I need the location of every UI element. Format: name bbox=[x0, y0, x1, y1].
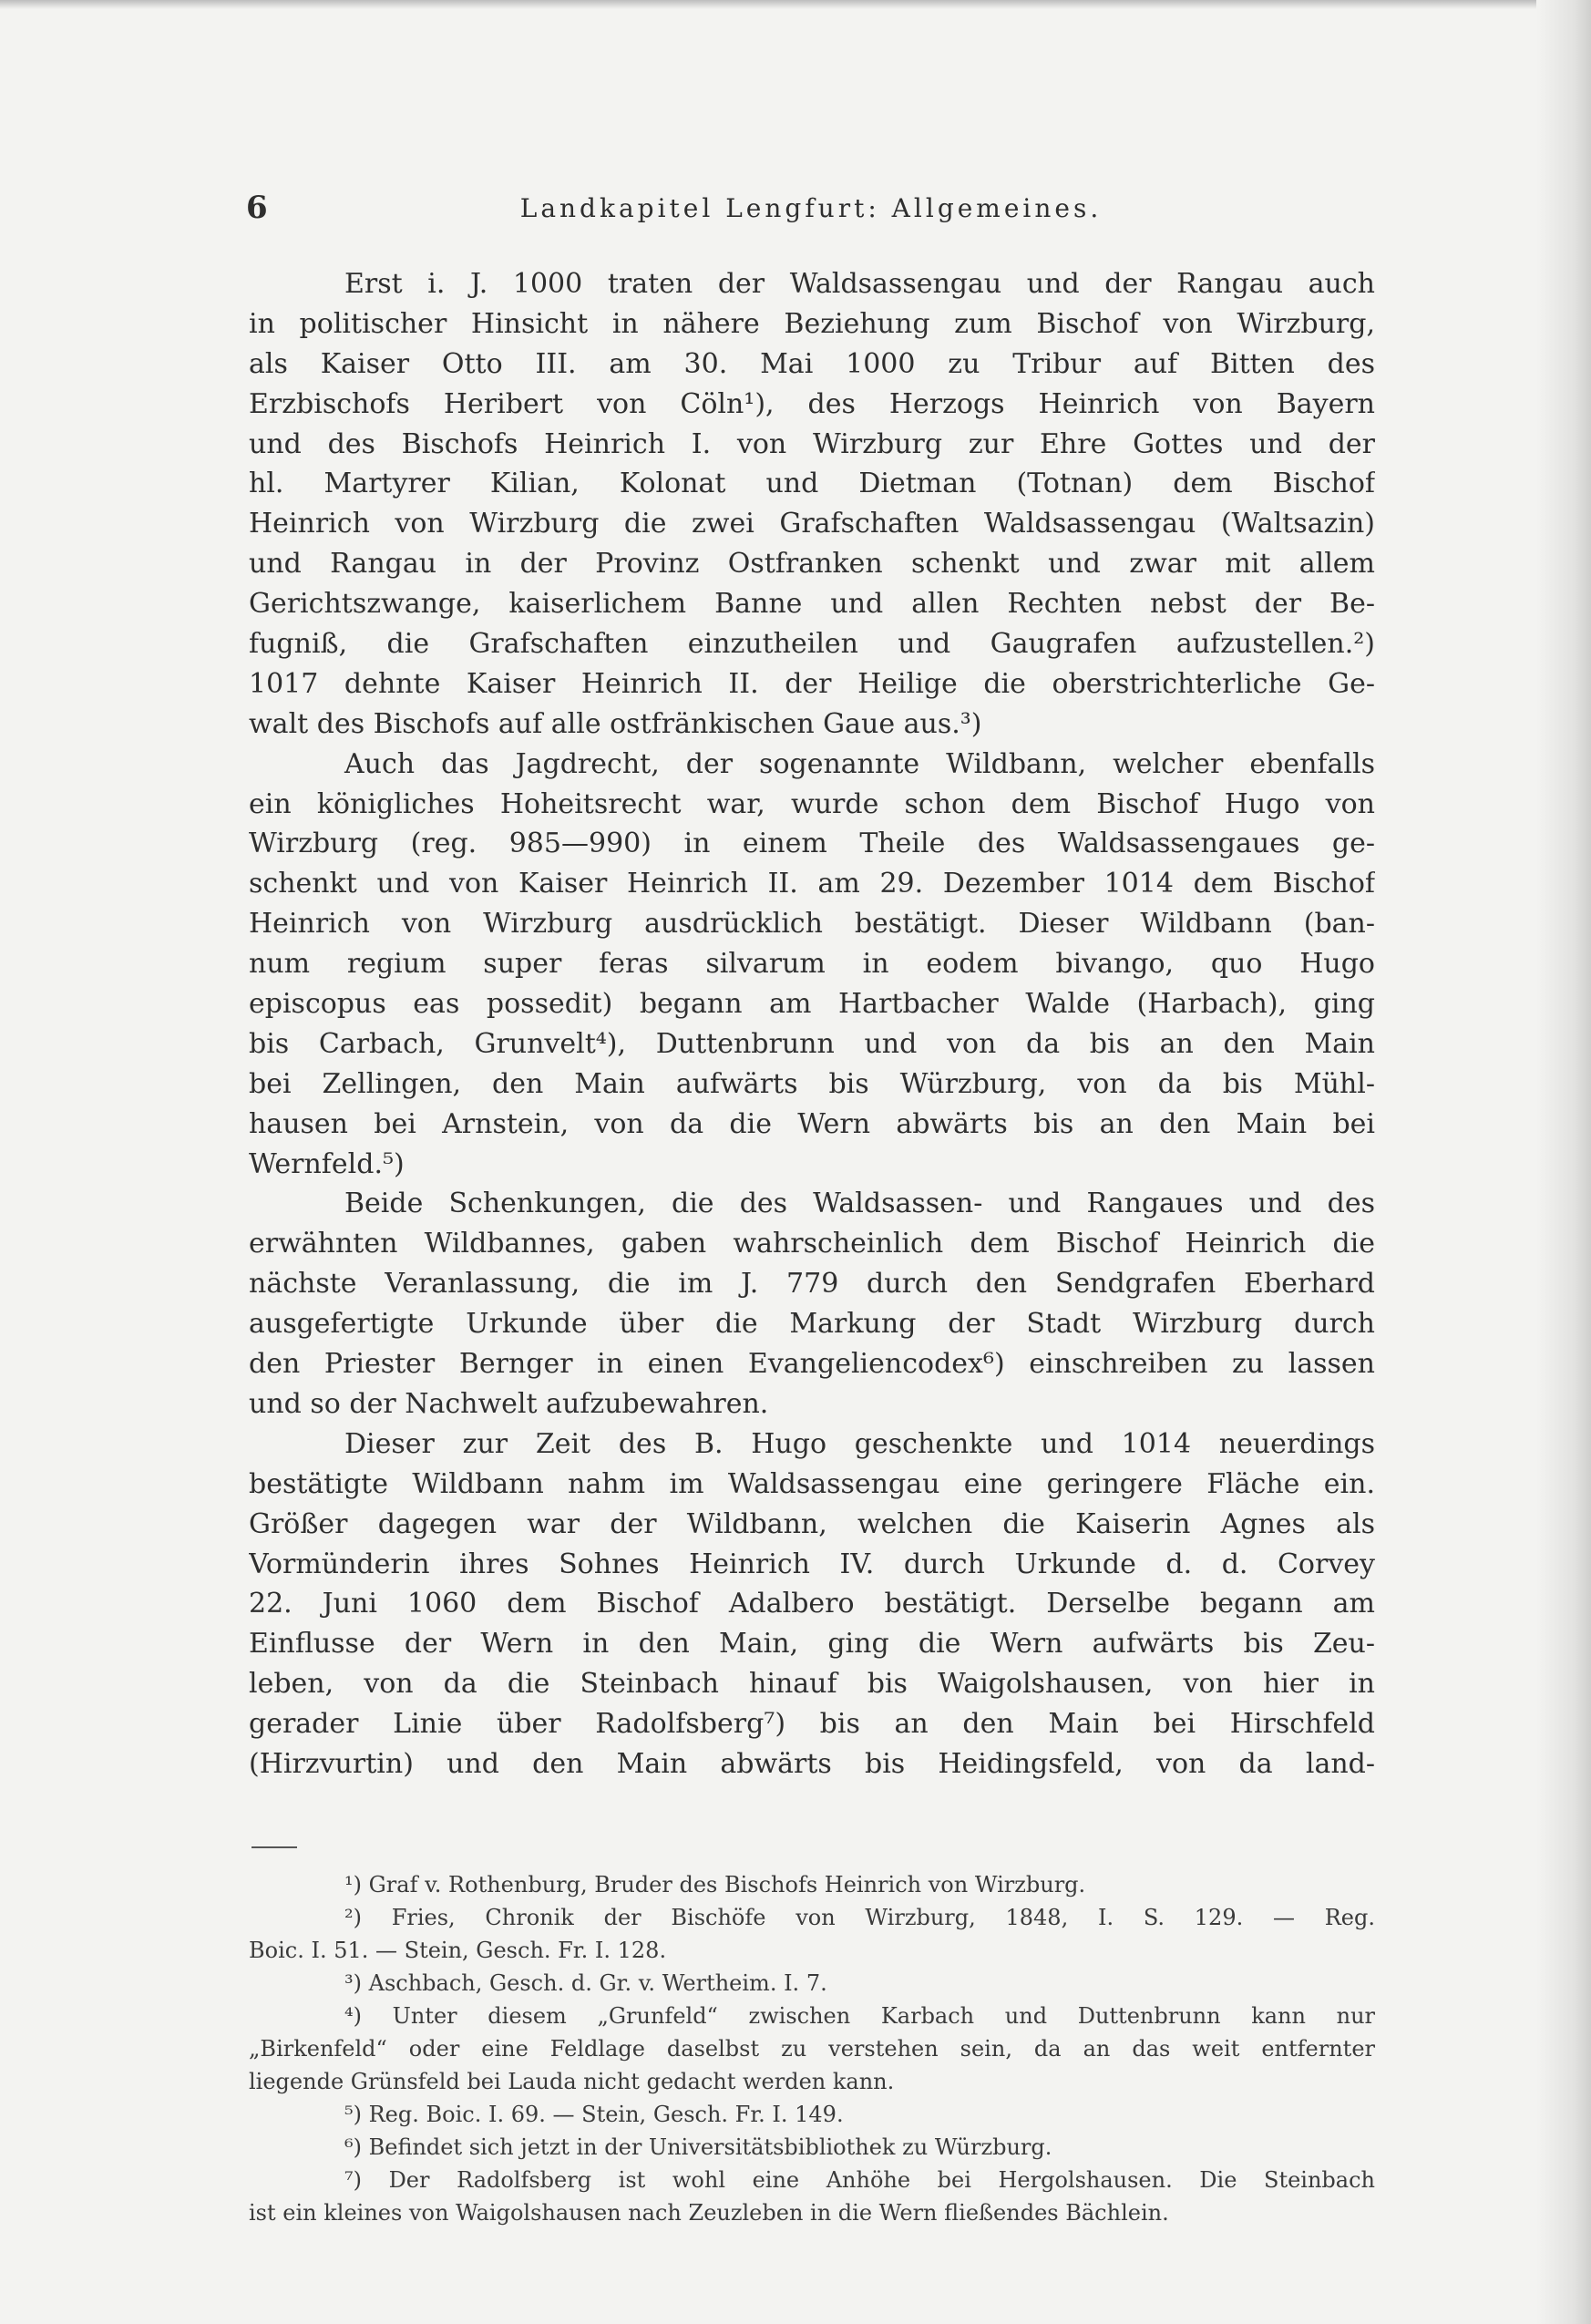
footnote-line: ⁴) Unter diesem „Grunfeld“ zwischen Karbach und Duttenbrunn kann nur bbox=[344, 2003, 1375, 2029]
body-text-line: fugniß, die Grafschaften einzutheilen und Gaugrafen aufzustellen.²) bbox=[249, 628, 1375, 661]
footnote-line: ⁵) Reg. Boic. I. 69. — Stein, Gesch. Fr. I. 149. bbox=[344, 2102, 844, 2127]
body-text-line: Auch das Jagdrecht, der sogenannte Wildbann, welcher ebenfalls bbox=[344, 747, 1375, 780]
footnote-line: ⁷) Der Radolfsberg ist wohl eine Anhöhe bei Hergolshausen. Die Steinbach bbox=[344, 2167, 1375, 2193]
body-text-line: episcopus eas possedit) begann am Hartbacher Walde (Harbach), ging bbox=[249, 988, 1375, 1021]
body-text bbox=[249, 264, 1375, 1784]
body-text-line: gerader Linie über Radolfsberg⁷) bis an den Main bei Hirschfeld bbox=[249, 1708, 1375, 1741]
footnote-line: ²) Fries, Chronik der Bischöfe von Wirzburg, 1848, I. S. 129. — Reg. bbox=[344, 1905, 1375, 1930]
body-text-line: 22. Juni 1060 dem Bischof Adalbero bestätigt. Derselbe begann am bbox=[249, 1588, 1375, 1620]
body-text-line: leben, von da die Steinbach hinauf bis Waigolshausen, von hier in bbox=[249, 1668, 1375, 1701]
footnote-line: ⁶) Befindet sich jetzt in der Universitätsbibliothek zu Würzburg. bbox=[344, 2134, 1052, 2160]
body-text-line: Erzbischofs Heribert von Cöln¹), des Herzogs Heinrich von Bayern bbox=[249, 387, 1375, 420]
body-text-line: Heinrich von Wirzburg die zwei Grafschaften Waldsassengau (Waltsazin) bbox=[249, 508, 1375, 540]
body-text-line: hl. Martyrer Kilian, Kolonat und Dietman (Totnan) dem Bischof bbox=[249, 468, 1375, 500]
body-text-line: Wirzburg (reg. 985—990) in einem Theile des Waldsassengaues ge- bbox=[249, 828, 1375, 860]
body-text-line: Größer dagegen war der Wildbann, welchen die Kaiserin Agnes als bbox=[249, 1507, 1375, 1540]
body-text-line: und so der Nachwelt aufzubewahren. bbox=[249, 1387, 769, 1420]
body-text-line: nächste Veranlassung, die im J. 779 durch den Sendgrafen Eberhard bbox=[249, 1268, 1375, 1301]
footnote-line: ¹) Graf v. Rothenburg, Bruder des Bischofs Heinrich von Wirzburg. bbox=[344, 1872, 1086, 1897]
footnotes bbox=[249, 1868, 1375, 2229]
body-text-line: (Hirzvurtin) und den Main abwärts bis Heidingsfeld, von da land- bbox=[249, 1747, 1375, 1780]
body-text-line: Vormünderin ihres Sohnes Heinrich IV. durch Urkunde d. d. Corvey bbox=[249, 1548, 1375, 1580]
body-text-line: bei Zellingen, den Main aufwärts bis Würzburg, von da bis Mühl- bbox=[249, 1067, 1375, 1100]
footnote-line: ist ein kleines von Waigolshausen nach Zeuzleben in die Wern fließendes Bächlein. bbox=[249, 2200, 1169, 2226]
body-text-line: und des Bischofs Heinrich I. von Wirzburg zur Ehre Gottes und der bbox=[249, 427, 1375, 460]
body-text-line: als Kaiser Otto III. am 30. Mai 1000 zu Tribur auf Bitten des bbox=[249, 347, 1375, 380]
body-text-line: ausgefertigte Urkunde über die Markung der Stadt Wirzburg durch bbox=[249, 1308, 1375, 1341]
body-text-line: hausen bei Arnstein, von da die Wern abwärts bis an den Main bei bbox=[249, 1107, 1375, 1140]
running-head: Landkapitel Lengfurt: Allgemeines. bbox=[519, 193, 1103, 223]
body-text-line: Einflusse der Wern in den Main, ging die Wern aufwärts bis Zeu- bbox=[249, 1628, 1375, 1661]
body-text-line: 1017 dehnte Kaiser Heinrich II. der Heilige die oberstrichterliche Ge- bbox=[249, 667, 1375, 700]
footnote-line: ³) Aschbach, Gesch. d. Gr. v. Wertheim. I. 7. bbox=[344, 1970, 827, 1996]
body-text-line: walt des Bischofs auf alle ostfränkischen Gaue aus.³) bbox=[249, 707, 982, 740]
body-text-line: und Rangau in der Provinz Ostfranken schenkt und zwar mit allem bbox=[249, 548, 1375, 581]
body-text-line: in politischer Hinsicht in nähere Beziehung zum Bischof von Wirzburg, bbox=[249, 307, 1375, 340]
scan-edge-top bbox=[0, 0, 1591, 9]
body-text-line: Dieser zur Zeit des B. Hugo geschenkte und 1014 neuerdings bbox=[344, 1427, 1375, 1460]
footnote-line: liegende Grünsfeld bei Lauda nicht gedacht werden kann. bbox=[249, 2069, 895, 2094]
scan-edge-right bbox=[1536, 0, 1591, 2324]
footnote-separator bbox=[251, 1846, 297, 1848]
body-text-line: bestätigte Wildbann nahm im Waldsassengau eine geringere Fläche ein. bbox=[249, 1467, 1375, 1500]
page-number: 6 bbox=[246, 190, 268, 226]
footnote-line: Boic. I. 51. — Stein, Gesch. Fr. I. 128. bbox=[249, 1938, 667, 1963]
body-text-line: Erst i. J. 1000 traten der Waldsassengau und der Rangau auch bbox=[344, 268, 1375, 300]
body-text-line: erwähnten Wildbannes, gaben wahrscheinlich dem Bischof Heinrich die bbox=[249, 1228, 1375, 1260]
body-text-line: Wernfeld.⁵) bbox=[249, 1147, 405, 1180]
footnote-line: „Birkenfeld“ oder eine Feldlage daselbst zu verstehen sein, da an das weit entfernter bbox=[249, 2036, 1375, 2062]
body-text-line: Beide Schenkungen, die des Waldsassen- und Rangaues und des bbox=[344, 1188, 1375, 1220]
body-text-line: num regium super feras silvarum in eodem bivango, quo Hugo bbox=[249, 948, 1375, 981]
body-text-line: Gerichtszwange, kaiserlichem Banne und allen Rechten nebst der Be- bbox=[249, 588, 1375, 621]
body-text-line: schenkt und von Kaiser Heinrich II. am 29. Dezember 1014 dem Bischof bbox=[249, 868, 1375, 900]
body-text-line: Heinrich von Wirzburg ausdrücklich bestätigt. Dieser Wildbann (ban- bbox=[249, 908, 1375, 941]
body-text-line: ein königliches Hoheitsrecht war, wurde schon dem Bischof Hugo von bbox=[249, 787, 1375, 820]
body-text-line: bis Carbach, Grunvelt⁴), Duttenbrunn und von da bis an den Main bbox=[249, 1027, 1375, 1060]
body-text-line: den Priester Bernger in einen Evangeliencodex⁶) einschreiben zu lassen bbox=[249, 1348, 1375, 1381]
